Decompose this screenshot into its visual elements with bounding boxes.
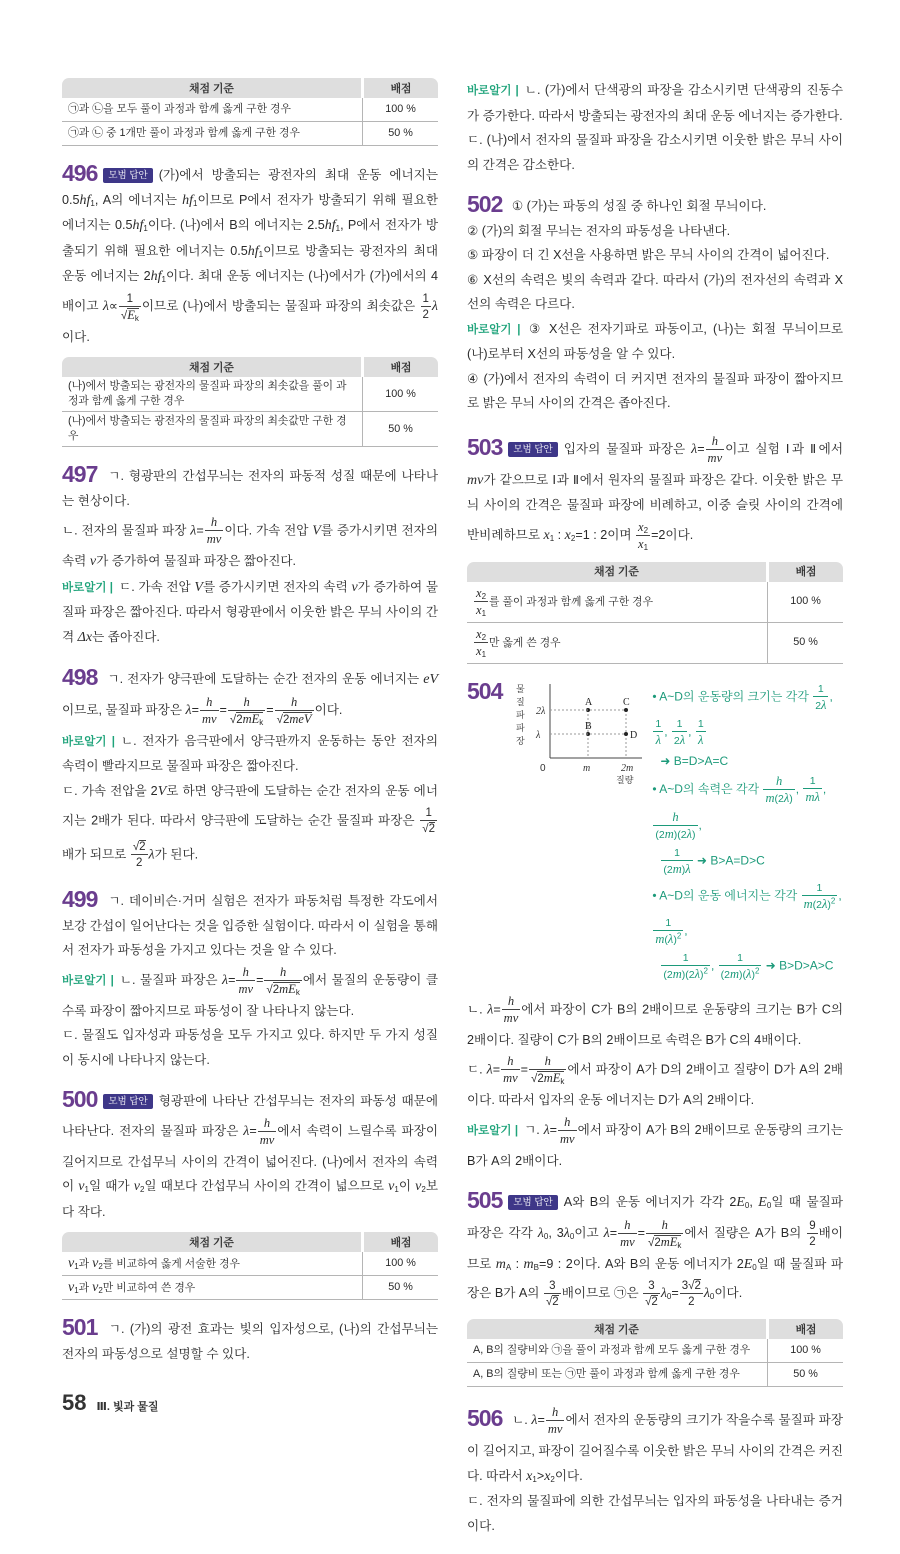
correction-label: 바로알기 | <box>62 581 114 594</box>
header-score: 배점 <box>363 357 439 377</box>
y-axis-label-char: 파 <box>516 709 526 720</box>
table-row <box>62 1252 438 1276</box>
data-point-C <box>624 708 628 712</box>
question-number: 500 <box>62 1086 98 1112</box>
correction-label: 바로알기 | <box>467 1124 519 1137</box>
answer-text: 입자의 물질파 파장은 λ= $\frac{h}{mv}$ 이고 실험 Ⅰ과 Ⅱ에서 mv가 같으므로 Ⅰ과 Ⅱ에서 원자의 물질파 파장은 같다. 이웃한 밝은 무늬 사이의 간격은 물질파 파장에 비례하고, 이중 슬릿 사이의 간격에 반비례하므로 $x_1$ : $x_2=1$ : 2이며 $\frac{x_2}{x_1}$ =2이다. <box>467 433 843 552</box>
page-number: 58 <box>62 1390 87 1415</box>
answer-506 <box>467 1403 843 1538</box>
scoring-table-505 <box>467 1319 843 1387</box>
correction-text: ㄴ. (가)에서 단색광의 파장을 감소시키면 단색광의 진동수가 증가한다. 따라서 방출되는 광전자의 최대 운동 에너지는 증가한다. <box>467 83 843 123</box>
answer-text: ⑥ X선의 속력은 빛의 속력과 같다. 따라서 (가)의 전자선의 속력과 X선의 속력은 다르다. <box>467 272 843 311</box>
table-row <box>62 377 438 412</box>
table-row <box>62 98 438 122</box>
x-axis-label: 질량 <box>616 774 634 784</box>
answer-text: ㄴ. λ= $\frac{h}{mv}$ 에서 파장이 C가 B의 2배이므로 운동량의 크기는 B가 C의 2배이다. 질량이 C가 B의 2배이므로 속력은 B가 C의 4배이다. <box>467 993 844 1047</box>
criteria-cell: $\frac{x_2}{x_1}$ 를 풀이 과정과 함께 옳게 구한 경우 <box>467 582 768 623</box>
question-number: 496 <box>62 160 98 186</box>
point-label: A <box>585 696 593 708</box>
answer-text: ㄷ. 물질도 입자성과 파동성을 모두 가지고 있다. 하지만 두 가지 성질이 동시에 나타나지 않는다. <box>62 1028 438 1067</box>
header-score: 배점 <box>363 78 439 98</box>
criteria-cell: ㉠과 ㉡을 모두 풀이 과정과 함께 옳게 구한 경우 <box>62 98 363 122</box>
question-number: 505 <box>467 1187 503 1213</box>
score-cell: 50 % <box>363 412 439 447</box>
score-cell: 50 % <box>363 1276 439 1300</box>
correction-text: ㄱ. λ= $\frac{h}{mv}$ 에서 파장이 A가 B의 2배이므로 운동량의 크기는 B가 A의 2배이다. <box>467 1114 843 1168</box>
scoring-table-503 <box>467 562 843 664</box>
header-criteria: 채점 기준 <box>62 78 363 98</box>
answer-text: ① (가)는 파동의 성질 중 하나인 회절 무늬이다. <box>511 199 767 213</box>
answer-text: ㄱ. 형광판의 간섭무늬는 전자의 파동적 성질 때문에 나타나는 현상이다. <box>62 469 439 508</box>
answer-text: ㄱ. 데이비슨·거머 실험은 전자가 파동처럼 특정한 각도에서 보강 간섭이 일어난다는 것을 입증한 실험이다. 따라서 이 실험을 통해서 전자가 파동성을 가지고 있다는 것을 알 수 있다. <box>62 894 438 957</box>
criteria-cell: A, B의 질량비와 ㉠을 풀이 과정과 함께 모두 옳게 구한 경우 <box>467 1339 768 1363</box>
origin-label: 0 <box>540 762 546 774</box>
point-label: B <box>585 720 593 732</box>
y-axis-label-char: 장 <box>516 735 526 746</box>
point-label: D <box>630 729 638 741</box>
answer-text: ㄷ. (나)에서 전자의 물질파 파장을 감소시키면 이웃한 밝은 무늬 사이의 간격은 감소한다. <box>467 133 843 172</box>
criteria-cell: (나)에서 방출되는 광전자의 물질파 파장의 최솟값만 구한 경우 <box>62 412 363 447</box>
header-score: 배점 <box>363 1232 439 1252</box>
table-row <box>62 412 438 447</box>
note-line: • A~D의 운동량의 크기는 각각 $\frac{1}{2\lambda}$ , $\frac{1}{\lambda}$ , $\frac{1}{2\lambda}$ , $\frac{1}{\lambda}$ <box>652 682 833 747</box>
header-criteria: 채점 기준 <box>62 357 363 377</box>
answer-text: ㄷ. λ= $\frac{h}{mv}$ = h $√2mE_k$ 에서 파장이 A가 D의 2배이고 질량이 D가 A의 2배이다. 따라서 입자의 운동 에너지는 D가 A의 2배이다. <box>467 1054 843 1107</box>
page-footer <box>62 1390 438 1416</box>
score-cell: 100 % <box>363 98 439 122</box>
answer-503 <box>467 432 843 554</box>
answer-text: ㄴ. λ= $\frac{h}{mv}$ 에서 전자의 운동량의 크기가 작을수록 물질파 파장이 길어지고, 파장이 길어질수록 이웃한 밝은 무늬 사이의 간격은 커진다. 따라서 $x_1>x_2$이다. <box>467 1405 843 1484</box>
score-cell: 100 % <box>363 377 439 412</box>
table-row <box>62 1276 438 1300</box>
question-number: 502 <box>467 191 503 217</box>
header-score: 배점 <box>768 562 844 582</box>
question-number: 503 <box>467 433 503 460</box>
answer-text: ② (가)의 회절 무늬는 전자의 파동성을 나타낸다. <box>467 223 731 238</box>
answer-504 <box>467 992 843 1174</box>
score-cell: 50 % <box>363 122 439 146</box>
answer-text: ㄴ. 전자의 물질파 파장 λ= $\frac{h}{mv}$ 이다. 가속 전압 V를 증가시키면 전자의 속력 v가 증가하여 물질파 파장은 짧아진다. <box>62 515 438 569</box>
correction-label: 바로알기 | <box>62 735 115 748</box>
criteria-cell: A, B의 질량비 또는 ㉠만 풀이 과정과 함께 옳게 구한 경우 <box>467 1363 768 1387</box>
table-row <box>467 1363 843 1387</box>
model-answer-badge: 모범 답안 <box>508 1195 557 1210</box>
answer-text: ㄱ. 전자가 양극판에 도달하는 순간 전자의 운동 에너지는 eV이므로, 물질파 파장은 λ= $\frac{h}{mv}$ = h $√2mE_k$ = h √2meV 이다. <box>62 672 438 727</box>
answer-501-continued <box>467 78 843 177</box>
answer-text: ㄱ. (가)의 광전 효과는 빛의 입자성으로, (나)의 간섭무늬는 전자의 파동성으로 설명할 수 있다. <box>62 1322 438 1361</box>
answer-501 <box>62 1316 438 1366</box>
table-row <box>467 1339 843 1363</box>
answer-text: ⑤ 파장이 더 긴 X선을 사용하면 밝은 무늬 사이의 간격이 넓어진다. <box>467 248 830 262</box>
left-column <box>62 78 438 1416</box>
answer-text: (가)에서 방출되는 광전자의 최대 운동 에너지는 $0.5hf_1$, A의 에너지는 $hf_1$이므로 P에서 전자가 방출되기 위해 필요한 에너지는 $0.5hf_1$이다. (나)에서 B의 에너지는 $2.5hf_1$, P에서 전자가 방출되기 위해 필요한 에너지는 $0.5hf_1$이므로 방출되는 광전자의 최대 운동 에너지는 $2hf_1$이다. 최대 운동 에너지는 (나)에서가 (가)에서의 4배이고 λ∝ $\frac{1}{√E_k}$ 이므로 (나)에서 방출되는 물질파 파장의 최솟값은 $\frac{1}{2}$ λ이다. <box>62 168 439 344</box>
criteria-cell: $v_1$과 $v_2$만 비교하여 쓴 경우 <box>62 1276 363 1300</box>
correction-label: 바로알기 | <box>467 85 519 97</box>
header-criteria: 채점 기준 <box>467 1319 768 1339</box>
answer-496 <box>62 162 438 349</box>
correction-text: ㄷ. 가속 전압 V를 증가시키면 전자의 속력 v가 증가하여 물질파 파장은 짧아진다. 따라서 형광판에서 이웃한 밝은 무늬 사이의 간격 Δx는 좁아진다. <box>62 579 438 645</box>
data-point-D <box>624 732 628 736</box>
answer-502 <box>467 193 843 416</box>
answer-text: ④ (가)에서 전자의 속력이 더 커지면 전자의 물질파 파장이 짧아지므로 밝은 무늬 사이의 간격은 좁아진다. <box>467 371 843 410</box>
model-answer-badge: 모범 답안 <box>103 168 152 183</box>
table-row <box>62 122 438 146</box>
question-number: 497 <box>62 461 98 487</box>
y-axis-label-char: 파 <box>516 722 526 733</box>
x-tick-label: m <box>583 762 591 774</box>
correction-label: 바로알기 | <box>467 323 521 336</box>
correction-text: ㄴ. 물질파 파장은 λ= $\frac{h}{mv}$ = h $√2mE_k$ 에서 물질의 운동량이 클수록 파장이 짧아지므로 파동성이 잘 나타나지 않는다. <box>62 964 438 1018</box>
x-tick-label: 2m <box>621 762 634 774</box>
model-answer-badge: 모범 답안 <box>508 442 557 457</box>
criteria-cell: $v_1$과 $v_2$를 비교하여 옳게 서술한 경우 <box>62 1252 363 1276</box>
y-axis-label-char: 물 <box>516 683 526 694</box>
answer-text: 형광판에 나타난 간섭무늬는 전자의 파동성 때문에 나타난다. 전자의 물질파 파장은 λ= $\frac{h}{mv}$ 에서 속력이 느릴수록 파장이 길어지므로 간섭무늬 사이의 간격이 넓어진다. (나)에서 전자의 속력이 $v_1$일 때가 $v_2$일 때보다 간섭무늬 사이의 간격이 넓으므로 $v_1$이 $v_2$보다 작다. <box>62 1094 438 1219</box>
right-column <box>467 78 843 1554</box>
answer-text: ㄷ. 가속 전압을 2V로 하면 양극판에 도달하는 순간 전자의 운동 에너지는 2배가 된다. 따라서 양극판에 도달하는 순간 물질파 파장은 $\frac{1}{√2}$ 배가 되므로 $\frac{√2}{2}$ λ가 된다. <box>62 783 438 869</box>
score-cell: 100 % <box>768 1339 844 1363</box>
correction-text: ③ X선은 전자기파로 파동이고, (나)는 회절 무늬이므로 (나)로부터 X선의 파동성을 알 수 있다. <box>467 321 843 361</box>
answer-498 <box>62 666 438 872</box>
criteria-cell: (나)에서 방출되는 광전자의 물질파 파장의 최솟값을 풀이 과정과 함께 옳게 구한 경우 <box>62 377 363 412</box>
question-number: 499 <box>62 886 98 912</box>
point-label: C <box>623 696 631 708</box>
comparison-notes <box>652 680 843 984</box>
header-criteria: 채점 기준 <box>62 1232 363 1252</box>
note-line: ➜ B=D>A=C <box>660 753 729 768</box>
scoring-table-500 <box>62 1232 438 1300</box>
y-tick-label: λ <box>536 729 541 741</box>
correction-text: ㄴ. 전자가 음극판에서 양극판까지 운동하는 동안 전자의 속력이 빨라지므로 물질파 파장은 짧아진다. <box>62 733 438 773</box>
note-line: • A~D의 운동 에너지는 각각 $\frac{1}{m(2\lambda)^2}$ , $\frac{1}{m(\lambda)^2}$ , <box>652 881 842 946</box>
question-number: 498 <box>62 664 98 690</box>
table-row <box>467 582 843 623</box>
note-line: $\frac{1}{(2m)(2\lambda)^2}$ , $\frac{1}{(2m)(\lambda)^2}$ ➜ B>D>A>C <box>663 951 834 981</box>
y-tick-label: 2λ <box>536 705 546 717</box>
correction-label: 바로알기 | <box>62 974 114 987</box>
question-number: 501 <box>62 1314 98 1340</box>
note-line: • A~D의 속력은 각각 $\frac{h}{m(2\lambda)}$ , $\frac{1}{m\lambda}$ , $\frac{h}{(2m)(2\lambda)}$ , <box>652 773 827 841</box>
wavelength-mass-graph <box>514 680 646 784</box>
answer-499 <box>62 888 438 1072</box>
scoring-table-496 <box>62 357 438 447</box>
y-axis-label-char: 질 <box>516 696 526 707</box>
score-cell: 50 % <box>768 1363 844 1387</box>
criteria-cell: $\frac{x_2}{x_1}$ 만 옳게 쓴 경우 <box>467 622 768 663</box>
question-number: 504 <box>467 677 503 704</box>
note-line: $\frac{1}{(2m)\lambda}$ ➜ B>A=D>C <box>663 846 765 876</box>
answer-text: ㄷ. 전자의 물질파에 의한 간섭무늬는 입자의 파동성을 나타내는 증거이다. <box>467 1494 843 1533</box>
scoring-table-495 <box>62 78 438 146</box>
section-title: Ⅲ. 빛과 물질 <box>96 1401 159 1413</box>
answer-497 <box>62 463 438 650</box>
question-number: 506 <box>467 1405 503 1432</box>
score-cell: 50 % <box>768 622 844 663</box>
model-answer-badge: 모범 답안 <box>103 1094 152 1109</box>
table-row <box>467 622 843 663</box>
answer-500 <box>62 1088 438 1224</box>
answer-505 <box>467 1189 843 1311</box>
answer-text: A와 B의 운동 에너지가 각각 $2E_0$, $E_0$일 때 물질파 파장은 각각 $\lambda_0$, $3\lambda_0$이고 λ= $\frac{h}{mv}$ = h $√2mE_k$ 에서 질량은 A가 B의 $\frac{9}{2}$ 배이므로 $m_A$ : $m_B=9$ : 2이다. A와 B의 운동 에너지가 $2E_0$일 때 물질파 파장은 B가 A의 $\frac{3}{√2}$ 배이므로 ㉠은 $\frac{3}{√2}$ $\lambda_0=$ $\frac{3√2}{2}$ $\lambda_0$이다. <box>467 1195 843 1308</box>
header-score: 배점 <box>768 1319 844 1339</box>
header-criteria: 채점 기준 <box>467 562 768 582</box>
criteria-cell: ㉠과 ㉡ 중 1개만 풀이 과정과 함께 옳게 구한 경우 <box>62 122 363 146</box>
answer-504-graph-area <box>467 677 843 984</box>
score-cell: 100 % <box>768 582 844 623</box>
score-cell: 100 % <box>363 1252 439 1276</box>
